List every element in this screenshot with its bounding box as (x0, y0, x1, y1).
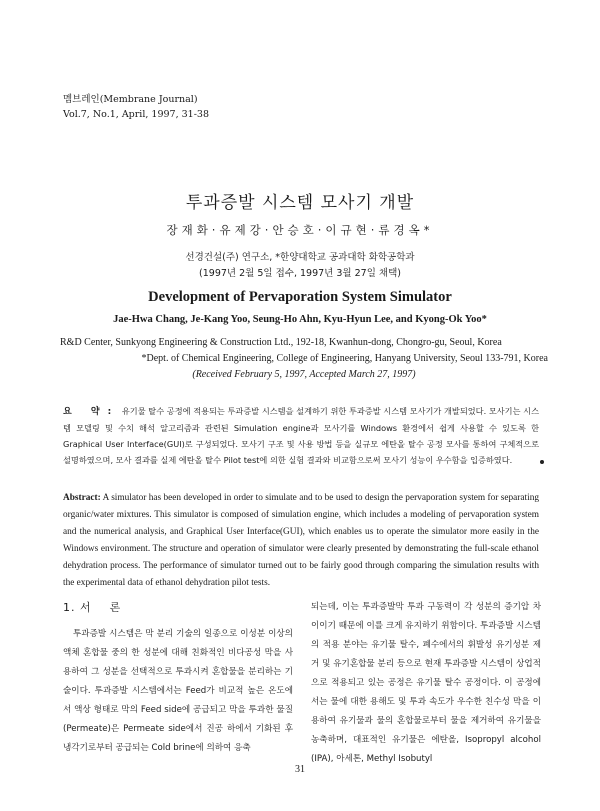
journal-name: 멤브레인(Membrane Journal) (63, 94, 198, 105)
korean-affiliation: 선경건설(주) 연구소, *한양대학교 공과대학 화학공학과 (185, 252, 415, 263)
korean-abstract-text: 유기물 탈수 공정에 적용되는 투과증발 시스템을 설계하기 위한 투과증발 시스템 모사기가 개발되었다. 모사기는 시스템 모델링 및 수치 해석 알고리즘과 관련된 Simulation engine과 모사기를 Windows 환경에서 쉽게 사용할 수 있도록 한 Graphical User Interface(GUI)로 구성되었다. 모사기 구조 및 사용 방법 등을 실규모 에탄올 탈수 공정 모사를 통하여 구체적으로 설명하였으며, 모사 결과를 실제 에탄올 탈수 Pilot test에 의한 실험 결과와 비교함으로써 모사기 성능이 우수함을 입증하였다. (63, 406, 539, 465)
korean-affiliation-block (0, 250, 600, 282)
section-title: 론 (109, 601, 122, 614)
bullet-mark (540, 460, 544, 464)
korean-dates: (1997년 2월 5일 접수, 1997년 3월 27일 채택) (199, 268, 401, 279)
body-paragraph-left: 투과증발 시스템은 막 분리 기술의 일종으로 이성분 이상의 액체 혼합물 중의 한 성분에 대해 친화적인 비다공성 막을 사용하여 그 성분을 선택적으로 투과시켜 혼합물을 분리하는 기술이다. 투과증발 시스템에서는 Feed가 비교적 높은 온도에서 액상 형태로 막의 Feed side에 공급되고 막을 투과한 물질(Permeate)은 Permeate side에서 진공 하에서 기화된 후 냉각기로부터 공급되는 Cold brine에 의하여 응축 (63, 629, 293, 753)
journal-issue: Vol.7, No.1, April, 1997, 31-38 (63, 109, 210, 120)
body-column-right (311, 598, 541, 769)
section-heading (63, 598, 293, 617)
english-affiliation-block (60, 335, 548, 383)
korean-abstract-label: 요 약: (63, 407, 120, 417)
korean-title: 투과증발 시스템 모사기 개발 (185, 193, 415, 213)
body-paragraph-right: 되는데, 이는 투과증발막 투과 구동력이 각 성분의 증기압 차이이기 때문에 이를 크게 유지하기 위함이다. 투과증발 시스템의 적용 분야는 유기물 탈수, 폐수에서의 휘발성 유기성분 제거 및 유기혼합물 분리 등으로 현재 투과증발 시스템이 상업적으로 적용되고 있는 공정은 유기물 탈수 공정이다. 이 공정에서는 물에 대한 용해도 및 투과 속도가 우수한 친수성 막을 이용하여 유기물과 물의 혼합물로부터 물을 제거하여 유기물을 농축하며, 대표적인 유기물은 에탄올, Isopropyl alcohol (IPA), 아세톤, Methyl Isobutyl (311, 602, 541, 764)
korean-abstract (63, 403, 539, 468)
english-title: Development of Pervaporation System Simulator (148, 289, 452, 305)
english-authors: Jae-Hwa Chang, Je-Kang Yoo, Seung-Ho Ahn, Kyu-Hyun Lee, and Kyong-Ok Yoo* (113, 314, 487, 325)
english-abstract-text: A simulator has been developed in order to simulate and to be used to design the pervaporation system for separating organic/water mixtures. This simulator is composed of simulation engine, which includes a modeling of pervaporation system and the numerical analysis, and Graphical User Interface(GUI), which enables us to operate the simulator more easily in the Windows environment. The structure and operation of simulator were clearly presented by demonstrating the full-scale ethanol dehydration process. The performance of simulator turned out to be fairly good through comparing the simulation results with the experimental data of ethanol dehydration pilot tests. (63, 493, 539, 588)
body-column-left (63, 598, 293, 758)
english-abstract-label: Abstract: (63, 493, 101, 503)
affiliation-line-1: R&D Center, Sunkyong Engineering & Construction Ltd., 192-18, Kwanhun-dong, Chongro-gu, Seoul, Korea (60, 337, 502, 348)
section-number: 1. 서 (63, 601, 92, 614)
affiliation-line-2: *Dept. of Chemical Engineering, College of Engineering, Hanyang University, Seoul 133-791, Korea (141, 353, 548, 364)
page-number: 31 (295, 764, 305, 775)
english-abstract (63, 490, 539, 592)
korean-authors: 장재화·유제강·안승호·이규현·류경옥* (166, 223, 434, 237)
received-dates: (Received February 5, 1997, Accepted March 27, 1997) (192, 369, 416, 380)
journal-header (63, 92, 209, 122)
